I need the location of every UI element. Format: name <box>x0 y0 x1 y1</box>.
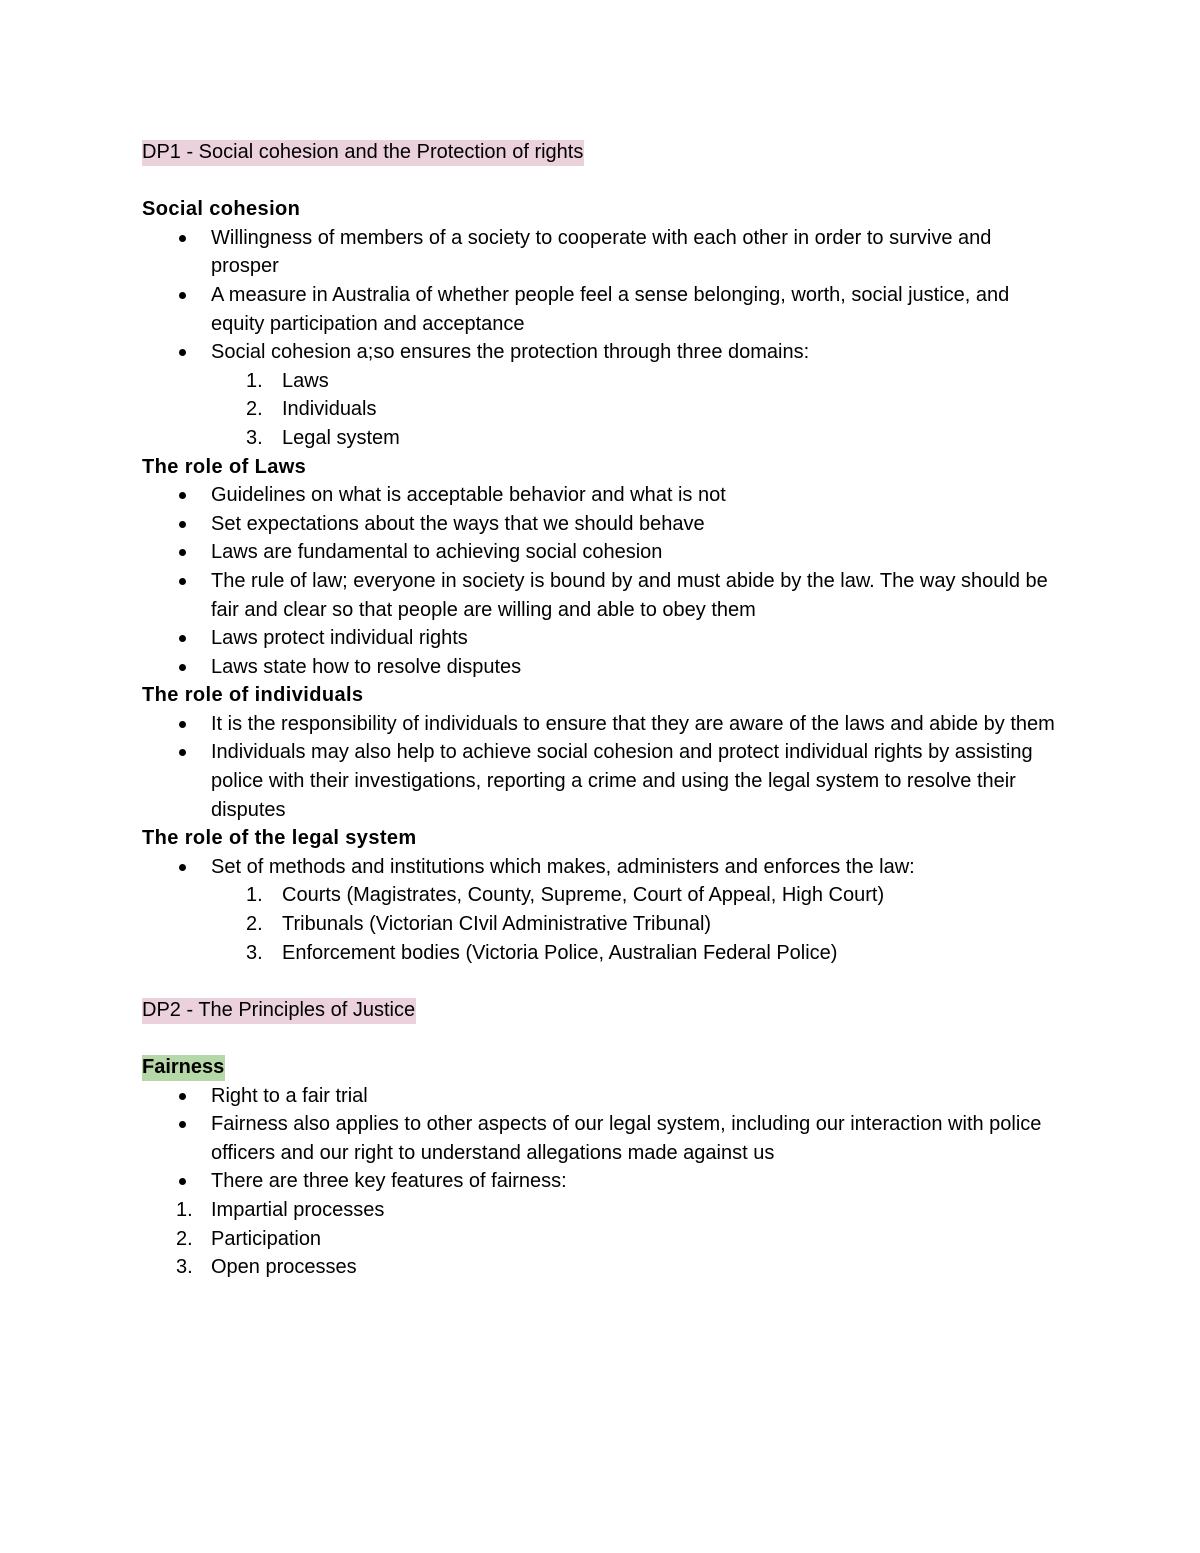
list-item: 2. Tribunals (Victorian CIvil Administrative Tribunal) <box>246 913 712 936</box>
fairness-features-list <box>142 1196 1060 1282</box>
list-item: 1. Courts (Magistrates, County, Supreme, Court of Appeal, High Court) <box>246 884 885 907</box>
list-item: 3. Legal system <box>246 426 400 449</box>
bullet-icon <box>179 664 186 671</box>
bullet-icon <box>179 721 186 728</box>
list-item: Right to a fair trial <box>142 1082 1060 1111</box>
dp2-title: DP2 - The Principles of Justice <box>142 998 416 1024</box>
bullet-icon <box>179 1093 186 1100</box>
list-item: There are three key features of fairness: <box>142 1167 1060 1196</box>
social-cohesion-list <box>142 224 1060 367</box>
bullet-icon <box>179 864 186 871</box>
legal-system-institutions-list <box>142 881 1060 967</box>
spacer <box>142 167 1060 196</box>
list-item: Willingness of members of a society to cooperate with each other in order to survive and prosper <box>142 224 1060 281</box>
role-of-laws-heading: The role of Laws <box>142 455 307 478</box>
list-item: Laws state how to resolve disputes <box>142 653 1060 682</box>
role-of-legal-system-list <box>142 853 1060 882</box>
bullet-icon <box>179 635 186 642</box>
bullet-icon <box>179 521 186 528</box>
bullet-icon <box>179 1121 186 1128</box>
list-item: Fairness also applies to other aspects of our legal system, including our interaction with police officers and our right to understand allegations made against us <box>142 1110 1060 1167</box>
list-item: The rule of law; everyone in society is bound by and must abide by the law. The way should be fair and clear so that people are willing and able to obey them <box>142 567 1060 624</box>
list-item: It is the responsibility of individuals to ensure that they are aware of the laws and abide by them <box>142 710 1060 739</box>
fairness-list <box>142 1082 1060 1196</box>
list-item: Laws protect individual rights <box>142 624 1060 653</box>
list-item: 2. Participation <box>176 1227 322 1250</box>
fairness-heading-line <box>142 1053 1060 1082</box>
bullet-icon <box>179 549 186 556</box>
bullet-icon <box>179 578 186 585</box>
list-item: 3. Open processes <box>176 1256 357 1279</box>
dp1-title: DP1 - Social cohesion and the Protection of rights <box>142 140 584 166</box>
role-of-laws-list <box>142 481 1060 681</box>
bullet-icon <box>179 1178 186 1185</box>
fairness-heading: Fairness <box>142 1055 225 1081</box>
bullet-icon <box>179 349 186 356</box>
social-cohesion-heading: Social cohesion <box>142 198 301 221</box>
list-item: Set of methods and institutions which makes, administers and enforces the law: <box>142 853 1060 882</box>
bullet-icon <box>179 749 186 756</box>
dp2-title-line <box>142 996 1060 1025</box>
role-of-individuals-heading: The role of individuals <box>142 684 364 707</box>
list-item: 3. Enforcement bodies (Victoria Police, Australian Federal Police) <box>246 941 838 964</box>
domains-list <box>142 367 1060 453</box>
bullet-icon <box>179 492 186 499</box>
bullet-icon <box>179 235 186 242</box>
list-item: Guidelines on what is acceptable behavior and what is not <box>142 481 1060 510</box>
list-item: Laws are fundamental to achieving social cohesion <box>142 538 1060 567</box>
list-item: 1. Impartial processes <box>176 1198 385 1221</box>
list-item: Social cohesion a;so ensures the protection through three domains: <box>142 338 1060 367</box>
list-item: Set expectations about the ways that we should behave <box>142 510 1060 539</box>
role-of-individuals-list <box>142 710 1060 824</box>
spacer <box>142 1024 1060 1053</box>
list-item: Individuals may also help to achieve social cohesion and protect individual rights by assisting police with their investigations, reporting a crime and using the legal system to resolve their disputes <box>142 738 1060 824</box>
list-item: 1. Laws <box>246 369 329 392</box>
dp1-title-line <box>142 138 1060 167</box>
list-item: 2. Individuals <box>246 398 377 421</box>
spacer <box>142 967 1060 996</box>
list-item: A measure in Australia of whether people feel a sense belonging, worth, social justice, and equity participation and acceptance <box>142 281 1060 338</box>
bullet-icon <box>179 292 186 299</box>
role-of-legal-system-heading: The role of the legal system <box>142 827 417 850</box>
